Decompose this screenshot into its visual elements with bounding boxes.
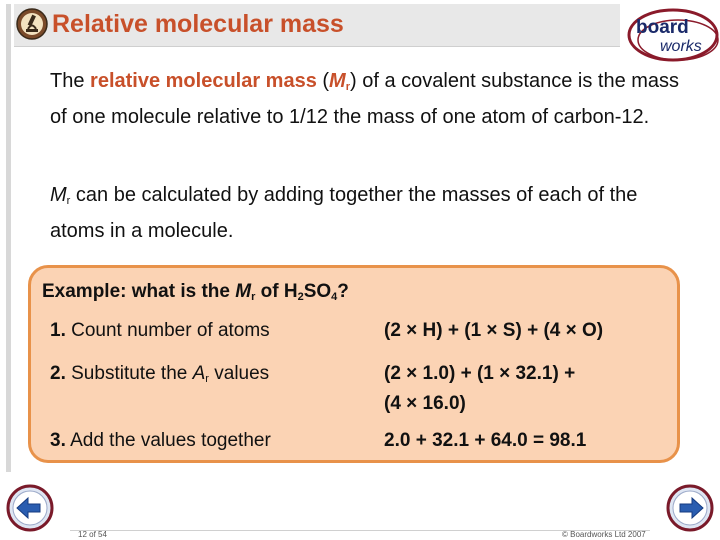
arrow-right-icon[interactable] [666,484,714,532]
page-title: Relative molecular mass [52,10,344,38]
step-1-label: 1. Count number of atoms [50,320,270,341]
arrow-left-icon[interactable] [6,484,54,532]
calculation-paragraph: $M_r$ can be calculated by adding together the masses of each of the atoms in a molecule. [50,184,638,242]
step-3-calc: 2.0 + 32.1 + 64.0 = 98.1 [384,430,587,451]
brand-bottom-text: works [660,38,702,55]
step-2-label: 2. Substitute the $A_r$ values [50,363,270,385]
boardworks-logo [626,6,720,64]
step-3-label: 3. Add the values together [50,430,271,451]
step-1-calc: (2 × H) + (1 × S) + (4 × O) [384,320,604,341]
left-rule [6,4,11,472]
step-2-calc-line1: (2 × 1.0) + (1 × 32.1) + [384,363,576,384]
microscope-icon [16,8,48,40]
brand-top-text: board [636,17,689,38]
example-title: Example: what is the Mr of H2SO4? [42,281,349,303]
definition-paragraph: The relative molecular mass $(M_r)$ of a covalent substance is the mass of one molecule relative to 1/12 the mass of one atom of carbon-12. [50,70,680,128]
copyright-text: © Boardworks Ltd 2007 [562,530,646,539]
step-2-calc-line2: (4 × 16.0) [384,393,466,414]
page-number: 12 of 54 [78,530,107,539]
